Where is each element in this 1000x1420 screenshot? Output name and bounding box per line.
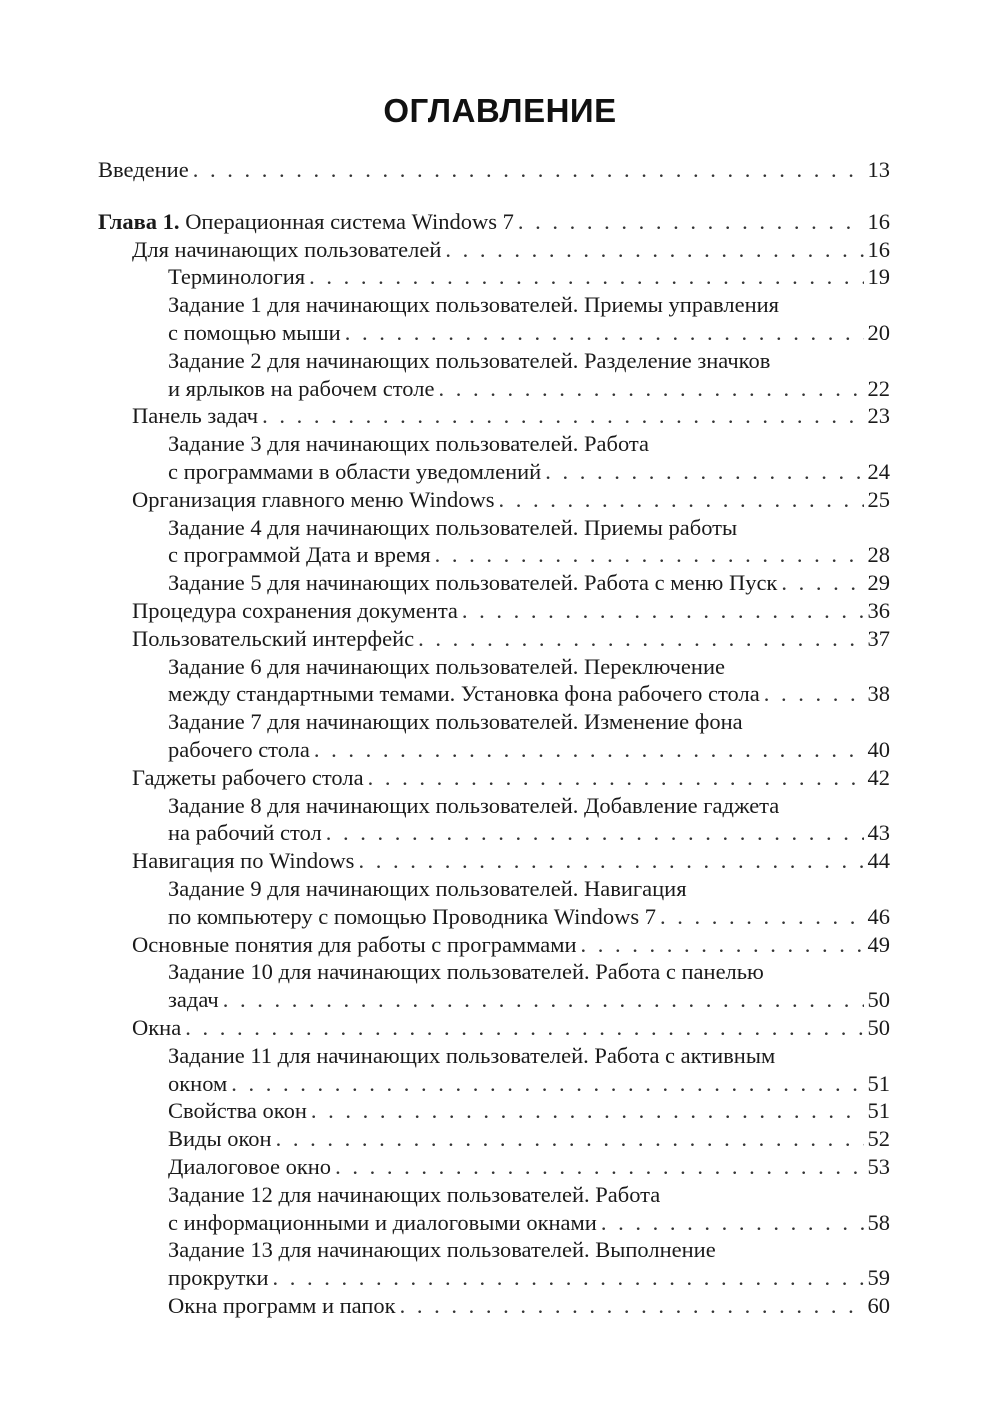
toc-entry-title: Задание 11 для начинающих пользователей. Работа с активным bbox=[168, 1042, 776, 1068]
toc-entry-title: Пользовательский интерфейс bbox=[132, 625, 415, 651]
dot-leader bbox=[462, 597, 864, 625]
toc-entry-line bbox=[168, 819, 890, 847]
page-number: 52 bbox=[867, 1126, 890, 1152]
toc-entry-title: на рабочий стол bbox=[168, 820, 322, 846]
toc-entry-wrap-line bbox=[168, 291, 890, 319]
page-number: 24 bbox=[867, 459, 890, 484]
dot-leader bbox=[781, 569, 863, 597]
dot-leader bbox=[193, 156, 864, 184]
dot-leader bbox=[445, 236, 863, 264]
toc-entry-wrap-line bbox=[168, 958, 890, 986]
toc-entry-title: Операционная система Windows 7 bbox=[185, 208, 514, 234]
toc-entry-line bbox=[132, 236, 890, 264]
toc-entry-title: Окна bbox=[132, 1015, 182, 1040]
toc-entry-line bbox=[168, 1070, 890, 1098]
toc-entry-wrap-line bbox=[168, 708, 890, 736]
dot-leader bbox=[438, 375, 863, 403]
toc-entry-line bbox=[168, 375, 890, 403]
toc-entry-title: прокрутки bbox=[168, 1265, 269, 1291]
page-number: 29 bbox=[867, 570, 890, 596]
toc-entry-title: Терминология bbox=[168, 264, 306, 290]
toc-entry-title: Задание 7 для начинающих пользователей. Изменение фона bbox=[168, 709, 743, 735]
toc-entry-title: Задание 13 для начинающих пользователей. Выполнение bbox=[168, 1237, 716, 1263]
toc-entry-title: Гаджеты рабочего стола bbox=[132, 764, 364, 790]
page-number: 43 bbox=[867, 820, 890, 846]
toc-entry-title: Окна программ и папок bbox=[168, 1293, 396, 1318]
toc-entry-wrap-line bbox=[168, 347, 890, 375]
page-number: 16 bbox=[867, 236, 890, 262]
page-number: 59 bbox=[867, 1265, 890, 1291]
toc-entry-line bbox=[132, 486, 890, 514]
toc-entry-title: Для начинающих пользователей bbox=[132, 236, 442, 262]
toc-entry-line bbox=[132, 847, 890, 875]
dot-leader bbox=[499, 486, 864, 514]
dot-leader bbox=[231, 1070, 863, 1098]
toc-entry-wrap-line bbox=[168, 1181, 890, 1209]
toc-entry-wrap-line bbox=[168, 653, 890, 681]
toc-entry-line bbox=[98, 156, 890, 184]
dot-leader bbox=[326, 819, 864, 847]
toc-entry-title: по компьютеру с помощью Проводника Windows 7 bbox=[168, 903, 656, 929]
page-number: 46 bbox=[867, 903, 890, 929]
page-number: 28 bbox=[867, 542, 890, 568]
page-number: 42 bbox=[867, 764, 890, 790]
toc-entry-title: Основные понятия для работы с программами bbox=[132, 931, 577, 957]
page-number: 37 bbox=[867, 625, 890, 651]
toc-entry-line bbox=[168, 263, 890, 291]
toc-entry-title: Свойства окон bbox=[168, 1098, 307, 1124]
toc-entry-line bbox=[168, 569, 890, 597]
toc-entry-line bbox=[168, 458, 890, 486]
page-number: 19 bbox=[867, 264, 890, 290]
toc-entry-line bbox=[168, 986, 890, 1014]
toc-entry-title: Задание 12 для начинающих пользователей. Работа bbox=[168, 1181, 661, 1207]
page-number: 53 bbox=[867, 1154, 890, 1179]
page-title: ОГЛАВЛЕНИЕ bbox=[383, 92, 617, 129]
toc-entry-line bbox=[168, 1125, 890, 1153]
dot-leader bbox=[435, 541, 864, 569]
toc-entry-title: Виды окон bbox=[168, 1126, 272, 1152]
toc-entry-line bbox=[132, 1014, 890, 1042]
toc-entry-title: с информационными и диалоговыми окнами bbox=[168, 1209, 597, 1235]
dot-leader bbox=[223, 986, 864, 1014]
toc-entry-title: Задание 2 для начинающих пользователей. Разделение значков bbox=[168, 347, 771, 373]
toc-entry-title: Процедура сохранения документа bbox=[132, 598, 458, 623]
page-number: 50 bbox=[867, 1015, 890, 1040]
toc-entry-line bbox=[132, 597, 890, 625]
toc-entry-wrap-line bbox=[168, 875, 890, 903]
toc-entry-title: рабочего стола bbox=[168, 737, 310, 762]
toc-entry-line bbox=[168, 1153, 890, 1181]
page-number: 16 bbox=[867, 208, 890, 234]
dot-leader bbox=[545, 458, 863, 486]
dot-leader bbox=[400, 1292, 864, 1320]
toc-entry-line bbox=[168, 1209, 890, 1237]
toc-entry-title: Навигация по Windows bbox=[132, 848, 355, 874]
page-number: 44 bbox=[867, 848, 890, 874]
toc-entry-title: Задание 9 для начинающих пользователей. Навигация bbox=[168, 876, 687, 901]
page-number: 20 bbox=[867, 320, 890, 345]
toc-entry-line bbox=[168, 903, 890, 931]
toc-entry-title: Задание 10 для начинающих пользователей. Работа с панелью bbox=[168, 959, 764, 985]
toc-entry-title: Организация главного меню Windows bbox=[132, 486, 495, 512]
dot-leader bbox=[764, 680, 864, 708]
page-number: 36 bbox=[867, 598, 890, 623]
dot-leader bbox=[262, 402, 863, 430]
dot-leader bbox=[272, 1264, 863, 1292]
dot-leader bbox=[358, 847, 863, 875]
toc-entry-title: Задание 5 для начинающих пользователей. Работа с меню Пуск bbox=[168, 570, 778, 596]
page-number: 51 bbox=[867, 1070, 890, 1096]
page-number: 49 bbox=[867, 931, 890, 957]
page-number: 50 bbox=[867, 987, 890, 1013]
toc-entry-wrap-line bbox=[168, 430, 890, 458]
toc-entry-title: и ярлыков на рабочем столе bbox=[168, 375, 435, 401]
toc-entry-line bbox=[168, 1264, 890, 1292]
dot-leader bbox=[518, 208, 864, 236]
toc-entry-line bbox=[168, 680, 890, 708]
toc-entry-title: Задание 8 для начинающих пользователей. Добавление гаджета bbox=[168, 792, 780, 818]
toc-entry-title: задач bbox=[168, 987, 219, 1013]
toc-entry-title: Диалоговое окно bbox=[168, 1154, 332, 1179]
toc-entry-title: Введение bbox=[98, 157, 189, 182]
dot-leader bbox=[601, 1209, 864, 1237]
toc-entry-title: окном bbox=[168, 1070, 228, 1096]
toc-entry-line bbox=[168, 319, 890, 347]
page-number: 38 bbox=[867, 681, 890, 707]
dot-leader bbox=[418, 625, 863, 653]
toc-entry-line bbox=[168, 1292, 890, 1320]
toc-entry-wrap-line bbox=[168, 514, 890, 542]
toc-entry-line bbox=[132, 625, 890, 653]
dot-leader bbox=[345, 319, 864, 347]
toc-entry-wrap-line bbox=[168, 1042, 890, 1070]
page-number: 60 bbox=[867, 1293, 890, 1318]
dot-leader bbox=[309, 263, 863, 291]
toc-entry-title: с программами в области уведомлений bbox=[168, 459, 542, 484]
page-number: 51 bbox=[867, 1098, 890, 1124]
toc-entry-line bbox=[168, 1097, 890, 1125]
toc-entry-title: Панель задач bbox=[132, 403, 259, 429]
page-number: 22 bbox=[867, 375, 890, 401]
page-number: 25 bbox=[867, 486, 890, 512]
page-number: 40 bbox=[867, 737, 890, 762]
toc-entry-line bbox=[168, 541, 890, 569]
toc-entry-title: с помощью мыши bbox=[168, 320, 341, 345]
toc-entry-line bbox=[98, 208, 890, 236]
toc-entry-title: с программой Дата и время bbox=[168, 542, 431, 568]
toc-entry-line bbox=[168, 736, 890, 764]
toc-entry-wrap-line bbox=[168, 792, 890, 820]
toc-entry-line bbox=[132, 764, 890, 792]
page-number: 58 bbox=[867, 1209, 890, 1235]
toc-entry-title: Задание 6 для начинающих пользователей. Переключение bbox=[168, 653, 725, 679]
toc-entry-wrap-line bbox=[168, 1236, 890, 1264]
toc-entry-title: между стандартными темами. Установка фона рабочего стола bbox=[168, 681, 760, 707]
toc-entry-line bbox=[132, 402, 890, 430]
toc-entry-title: Задание 3 для начинающих пользователей. Работа bbox=[168, 431, 650, 457]
dot-leader bbox=[660, 903, 864, 931]
dot-leader bbox=[276, 1125, 864, 1153]
page-number: 23 bbox=[867, 403, 890, 429]
toc-entry-title: Задание 1 для начинающих пользователей. Приемы управления bbox=[168, 292, 780, 318]
dot-leader bbox=[185, 1014, 863, 1042]
toc-entry-title: Задание 4 для начинающих пользователей. Приемы работы bbox=[168, 514, 738, 540]
chapter-label: Глава 1. bbox=[98, 208, 180, 234]
dot-leader bbox=[314, 736, 864, 764]
dot-leader bbox=[581, 931, 864, 959]
page-number: 13 bbox=[867, 157, 890, 182]
dot-leader bbox=[311, 1097, 864, 1125]
toc-entry-line bbox=[132, 931, 890, 959]
dot-leader bbox=[368, 764, 864, 792]
dot-leader bbox=[335, 1153, 863, 1181]
